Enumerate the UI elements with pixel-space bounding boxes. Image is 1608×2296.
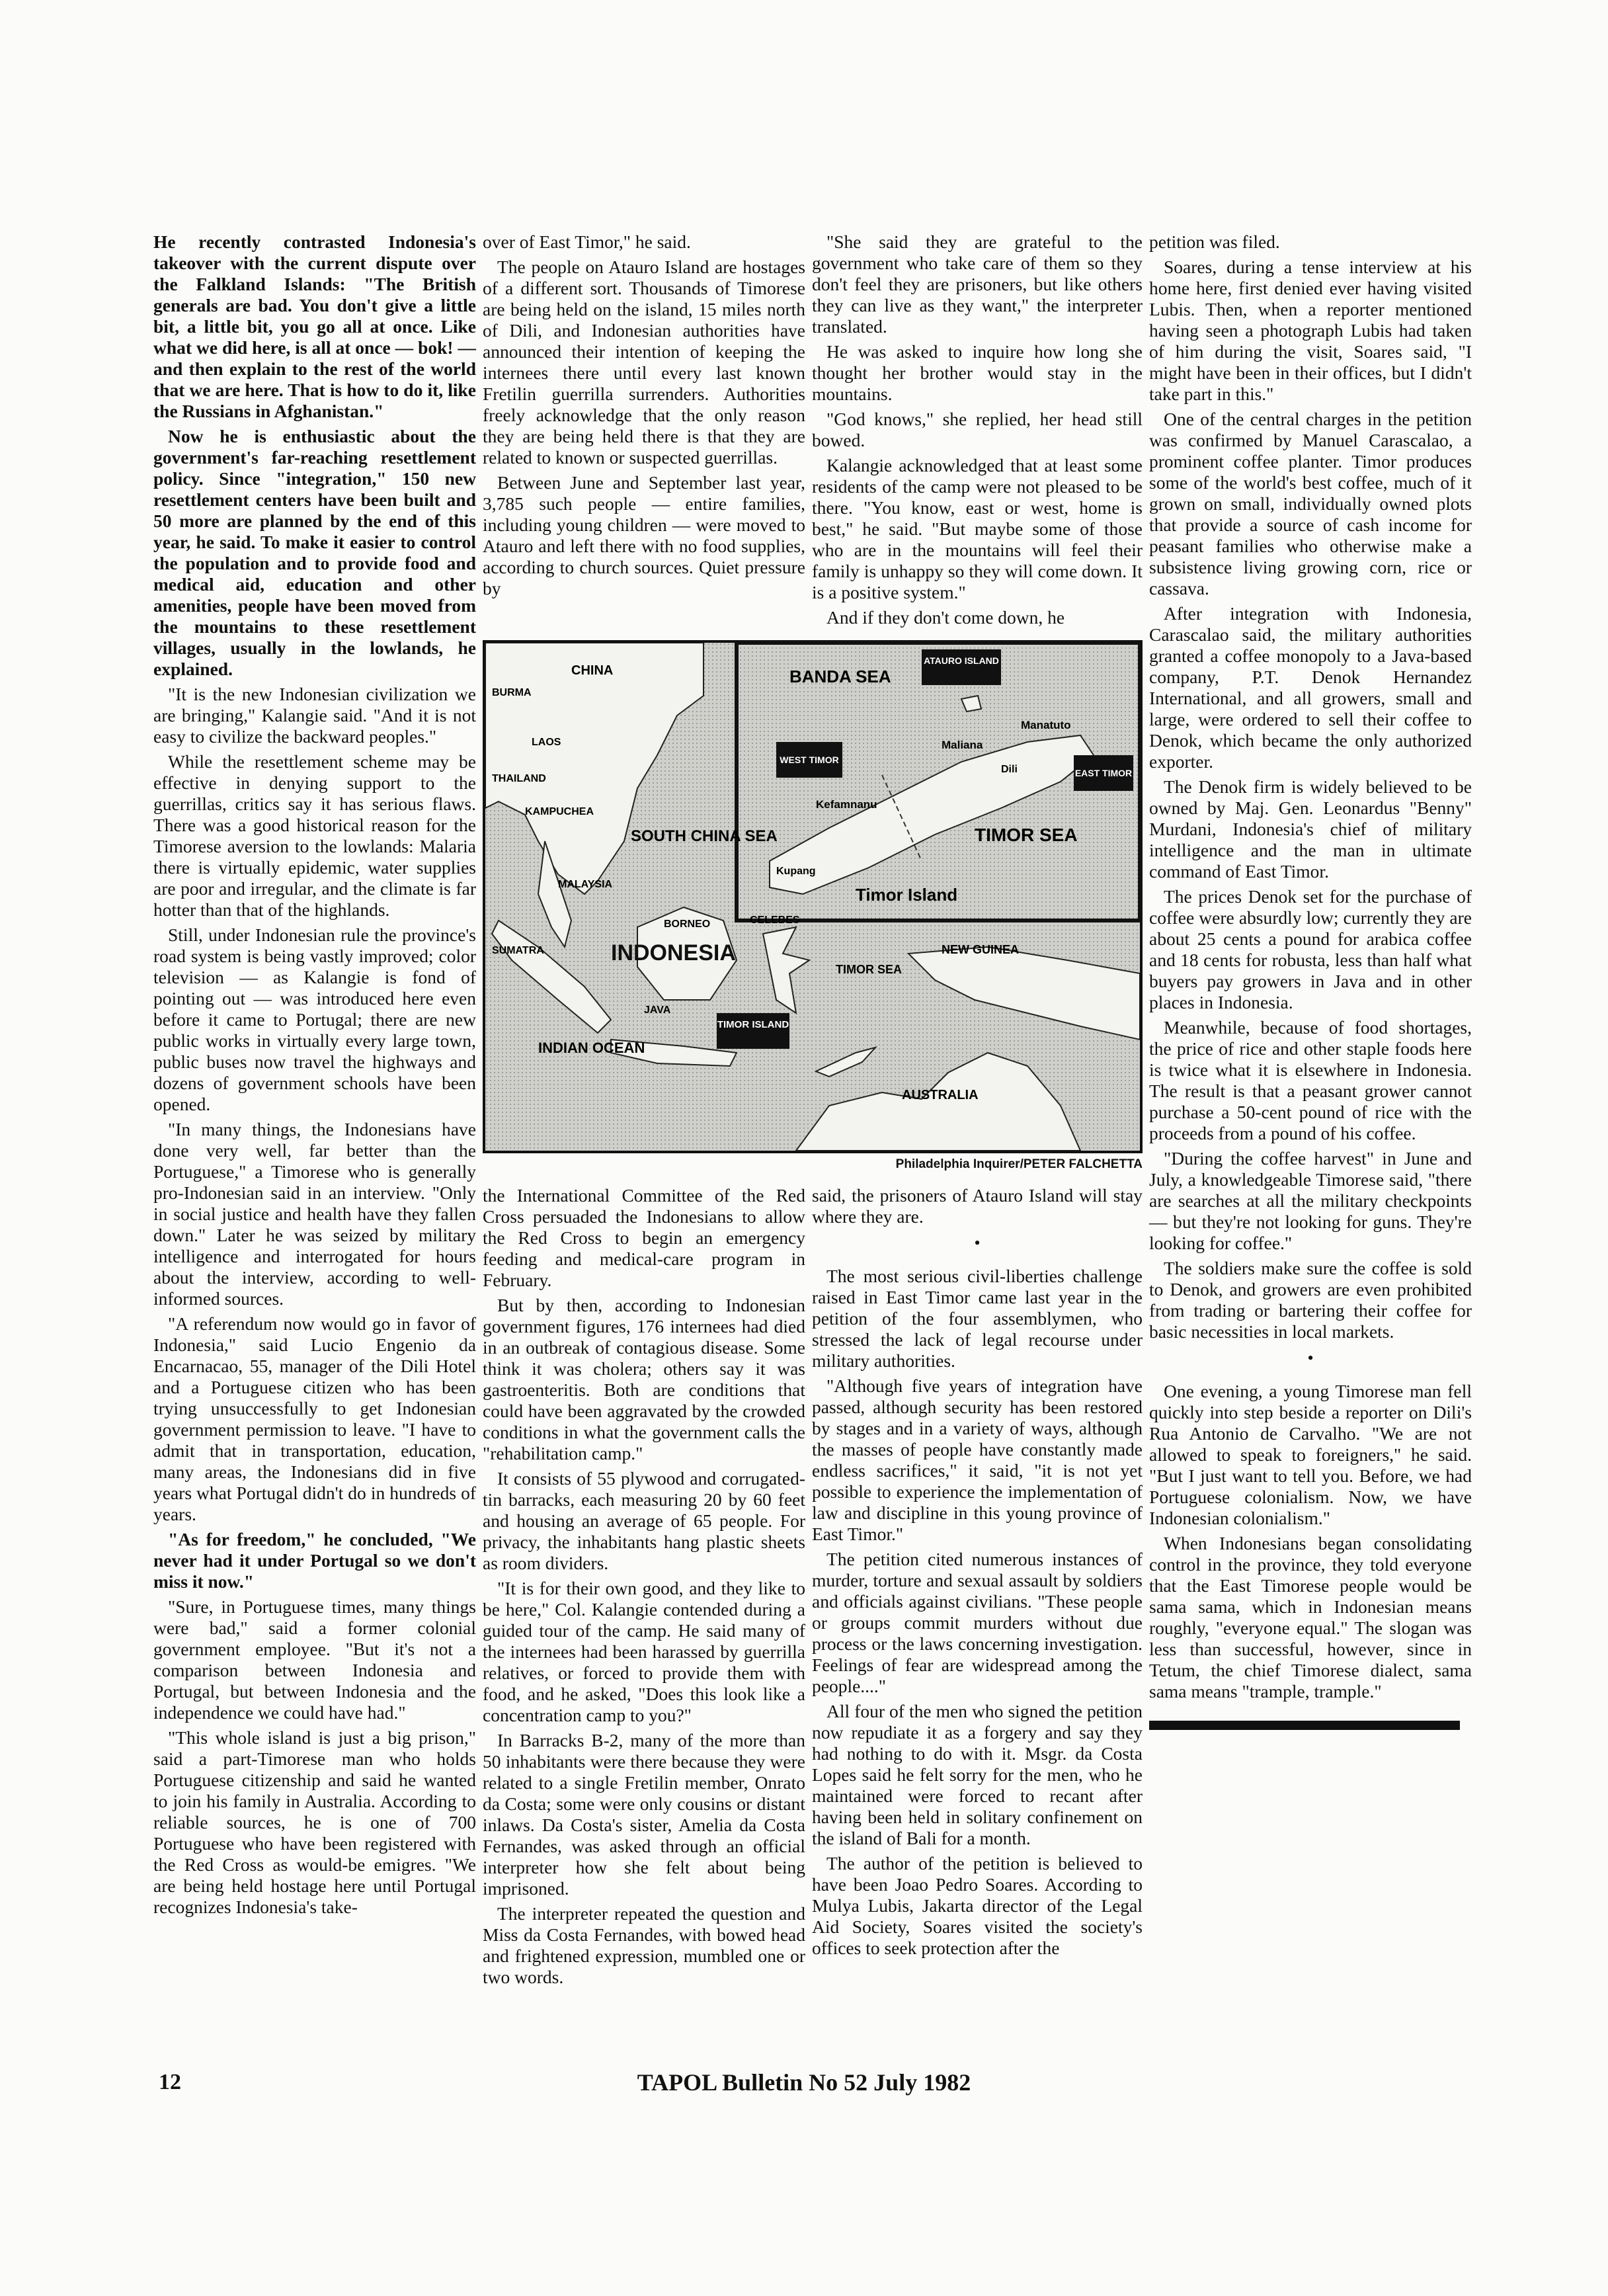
paragraph: "She said they are grateful to the government who take care of them so they don't feel they are prisoners, but like others they can live as they want," the interpreter translated. xyxy=(812,231,1143,337)
paragraph: Meanwhile, because of food shortages, the price of rice and other staple foods here is twice what it is elsewhere in Indonesia. The result is that a peasant grower cannot purchase a 50-cent pound of rice with the proceeds from a pound of his coffee. xyxy=(1149,1017,1472,1143)
column-2-bottom xyxy=(483,1185,805,1992)
map-label: Kefamnanu xyxy=(816,798,877,811)
column-2-top xyxy=(483,231,805,603)
paragraph: "This whole island is just a big prison," said a part-Timorese man who holds Portuguese citizenship and said he wanted to join his family in Australia. According to reliable sources, he is one of 700 Portuguese who have been registered with the Red Cross as would-be emigres. "We are being held hostage here until Portugal recognizes Indonesia's take- xyxy=(153,1727,476,1917)
publication-footer: TAPOL Bulletin No 52 July 1982 xyxy=(637,2069,971,2096)
map-label: CELEBES xyxy=(750,915,800,926)
map-label: TIMOR ISLAND xyxy=(717,1019,789,1030)
paragraph: "It is the new Indonesian civilization we are bringing," Kalangie said. "And it is not easy to civilize the backward peoples." xyxy=(153,684,476,747)
paragraph: The author of the petition is believed to have been Joao Pedro Soares. According to Mulya Lubis, Jakarta director of the Legal Aid Society, Soares visited the society's offices to seek protection after the xyxy=(812,1853,1143,1958)
paragraph: One evening, a young Timorese man fell quickly into step beside a reporter on Dili's Rua Antonio de Carvalho. "We are not allowed to speak to foreigners," he said. "But I just want to tell you. Before, we had Portuguese colonialism. Now, we have Indonesian colonialism." xyxy=(1149,1381,1472,1528)
map-label: NEW GUINEA xyxy=(942,943,1019,956)
paragraph: While the resettlement scheme may be effective in denying support to the guerrillas, critics say it has serious flaws. There was a good historical reason for the Timorese aversion to the lowlands: Malaria there is virtually epidemic, water supplies are poor and irregular, and the climate is far hotter than that of the highlands. xyxy=(153,751,476,920)
paragraph: The interpreter repeated the question and Miss da Costa Fernandes, with bowed head and frightened expression, mumbled one or two words. xyxy=(483,1903,805,1987)
paragraph: "It is for their own good, and they like to be here," Col. Kalangie contended during a guided tour of the camp. He said many of the internees had been harassed by guerrilla relatives, or forced to provide them with food, and he asked, "Does this look like a concentration camp to you?" xyxy=(483,1578,805,1725)
column-3-bottom xyxy=(812,1185,1143,1963)
paragraph: After integration with Indonesia, Carascalao said, the military authorities granted a coffee monopoly to a Java-based company, P.T. Denok Hernandez International, and all growers, small and large, were ordered to sell their coffee to Denok, which became the only authorized exporter. xyxy=(1149,603,1472,772)
map-label: MALAYSIA xyxy=(558,879,613,890)
map-label: SUMATRA xyxy=(492,945,544,956)
map-label: Manatuto xyxy=(1021,719,1071,731)
map-credit: Philadelphia Inquirer/PETER FALCHETTA xyxy=(895,1157,1143,1171)
paragraph: And if they don't come down, he xyxy=(826,607,1065,628)
map-label: EAST TIMOR xyxy=(1074,768,1133,778)
map-label: AUSTRALIA xyxy=(902,1088,979,1102)
map-label: Kupang xyxy=(776,866,816,877)
map-label: CHINA xyxy=(571,663,614,678)
paragraph: He was asked to inquire how long she thought her brother would stay in the mountains. xyxy=(812,341,1143,404)
map-svg xyxy=(485,643,1140,1151)
column-3-top xyxy=(812,231,1143,632)
paragraph: Kalangie acknowledged that at least some residents of the camp were not pleased to be there. "You know, east or west, home is best," he said. "But maybe some of those who are in the mountains will feel their family is unhappy so they will come down. It is a positive system." xyxy=(812,455,1143,602)
paragraph: Still, under Indonesian rule the province's road system is being vastly improved; color television — as Kalangie is fond of pointing out — was introduced here even before it came to Portugal; there are new public works in virtually every large town, public buses now travel the highways and dozens of government schools have been opened. xyxy=(153,924,476,1114)
paragraph: But by then, according to Indonesian government figures, 176 internees had died in an outbreak of contagious disease. Some think it was cholera; others say it was gastroenteritis. Both are conditions that could have been aggravated by the crowded conditions in what the government calls the "rehabilitation camp." xyxy=(483,1295,805,1463)
section-bullet: • xyxy=(974,1233,981,1252)
map-label: BURMA xyxy=(492,687,532,698)
map-label: ATAURO ISLAND xyxy=(924,655,999,666)
paragraph: The prices Denok set for the purchase of coffee were absurdly low; currently they are about 25 cents a pound for arabica coffee and 18 cents for robusta, less than half what buyers pay growers in Java and in other places in Indonesia. xyxy=(1149,886,1472,1012)
map-label: INDIAN OCEAN xyxy=(538,1040,645,1056)
paragraph: It consists of 55 plywood and corrugated-tin barracks, each measuring 20 by 60 feet and housing an average of 65 people. For privacy, the inhabitants hang plastic sheets as room dividers. xyxy=(483,1468,805,1573)
map-label: TIMOR SEA xyxy=(975,825,1078,845)
paragraph: The most serious civil-liberties challenge raised in East Timor came last year in the petition of the four assemblymen, who stressed the lack of legal recourse under military authorities. xyxy=(812,1266,1143,1371)
map-label: Maliana xyxy=(942,739,983,751)
map-label: BANDA SEA xyxy=(789,667,891,686)
paragraph: The petition cited numerous instances of murder, torture and sexual assault by soldiers and officials against civilians. "These people or groups commit murders without due process or the laws concerning investigation. Feelings of fear are widespread among the people...." xyxy=(812,1549,1143,1696)
map-figure xyxy=(483,640,1143,1153)
end-of-article-bar xyxy=(1149,1721,1460,1730)
page-number: 12 xyxy=(159,2070,181,2094)
paragraph: When Indonesians began consolidating control in the province, they told everyone that the East Timorese people would be sama sama, which in Indonesian means roughly, "everyone equal." The slogan was less than successful, however, since in Tetum, the chief Timorese dialect, sama sama means "trample, trample." xyxy=(1149,1533,1472,1702)
map-label: JAVA xyxy=(644,1004,671,1016)
paragraph: The Denok firm is widely believed to be owned by Maj. Gen. Leonardus "Benny" Murdani, Indonesia's chief of military intelligence and the man in ultimate command of East Timor. xyxy=(1149,776,1472,882)
paragraph: All four of the men who signed the petition now repudiate it as a forgery and say they had nothing to do with it. Msgr. da Costa Lopes said he felt sorry for the men, who he maintained were forced to recant after having been held in solitary confinement on the island of Bali for a month. xyxy=(812,1701,1143,1848)
map-label: INDONESIA xyxy=(611,940,736,965)
map-label: WEST TIMOR xyxy=(780,755,839,765)
paragraph: Soares, during a tense interview at his home here, first denied ever having visited Lubis. Then, when a reporter mentioned having seen a photograph Lubis had taken of him during the visit, Soares said, "I might have been in their offices, but I didn't take part in this." xyxy=(1149,257,1472,404)
map-label: KAMPUCHEA xyxy=(525,806,594,817)
paragraph: "Sure, in Portuguese times, many things were bad," said a former colonial government employee. "But it's not a comparison between Indonesia and Portugal, but between Indonesia and the independence we could have had." xyxy=(153,1596,476,1723)
paragraph: In Barracks B-2, many of the more than 50 inhabitants were there because they were related to a single Fretilin member, Onrato da Costa; some were only cousins or distant inlaws. Da Costa's sister, Amelia da Costa Fernandes, was asked through an official interpreter how she felt about being imprisoned. xyxy=(483,1730,805,1899)
paragraph: The people on Atauro Island are hostages of a different sort. Thousands of Timorese are being held on the island, 15 miles north of Dili, and Indonesian authorities have announced their intention of keeping the internees there until every last known Fretilin guerrilla surrenders. Authorities freely acknowledge that the only reason they are being held there is that they are related to known or suspected guerrillas. xyxy=(483,257,805,468)
paragraph: "In many things, the Indonesians have done very well, far better than the Portuguese," a Timorese who is generally pro-Indonesian said in an interview. "Only in social justice and health have they fallen down." Later he was seized by military intelligence and interrogated for hours about the interview, according to well-informed sources. xyxy=(153,1119,476,1309)
paragraph: "During the coffee harvest" in June and July, a knowledgeable Timorese said, "there are searches at all the military checkpoints — but they're not looking for guns. They're looking for coffee." xyxy=(1149,1148,1472,1253)
map-label: LAOS xyxy=(532,737,561,748)
column-1 xyxy=(153,231,476,1922)
paragraph: The soldiers make sure the coffee is sold to Denok, and growers are even prohibited from trading or bartering their coffee for basic necessities in local markets. xyxy=(1149,1258,1472,1342)
map-label: THAILAND xyxy=(492,773,546,784)
map-label: TIMOR SEA xyxy=(836,963,903,976)
paragraph: "Although five years of integration have passed, although security has been restored by stages and in a variety of ways, although the masses of people have constantly made endless sacrifices," it said, "it is not yet possible to experience the implementation of law and discipline in this young province of East Timor." xyxy=(812,1375,1143,1544)
map-label: Dili xyxy=(1001,764,1018,775)
section-bullet: • xyxy=(1307,1348,1314,1368)
paragraph: petition was filed. xyxy=(1149,231,1280,252)
paragraph: Now he is enthusiastic about the government's far-reaching resettlement policy. Since "integration," 150 new resettlement centers have been built and 50 more are planned by the end of this year, he said. To make it easier to control the population and to provide food and medical aid, education and other amenities, people have been moved from the mountains to these resettlement villages, usually in the lowlands, he explained. xyxy=(153,426,476,679)
paragraph: over of East Timor," he said. xyxy=(483,231,691,252)
paragraph: Between June and September last year, 3,785 such people — entire families, including young children — were moved to Atauro and left there with no food supplies, according to church sources. Quiet pressure by xyxy=(483,472,805,598)
paragraph: "A referendum now would go in favor of Indonesia," said Lucio Engenio da Encarnacao, 55, manager of the Dili Hotel and a Portuguese citizen who has been trying unsuccessfully to get Indonesian government permission to leave. "I have to admit that in transportation, education, many areas, the Indonesians did in five years what Portugal didn't do in hundreds of years. xyxy=(153,1313,476,1524)
paragraph: "God knows," she replied, her head still bowed. xyxy=(812,409,1143,450)
paragraph: One of the central charges in the petition was confirmed by Manuel Carascalao, a prominent coffee planter. Timor produces some of the world's best coffee, much of it grown on small, individually owned plots that provide a source of cash income for peasant families who otherwise make a subsistence living growing corn, rice or cassava. xyxy=(1149,409,1472,598)
paragraph: the International Committee of the Red Cross persuaded the Indonesians to allow the Red Cross to begin an emergency feeding and medical-care program in February. xyxy=(483,1185,805,1290)
map-label: Timor Island xyxy=(856,885,958,905)
paragraph: said, the prisoners of Atauro Island will stay where they are. xyxy=(812,1185,1143,1227)
column-4 xyxy=(1149,231,1472,1730)
paragraph: He recently contrasted Indonesia's takeover with the current dispute over the Falkland Islands: "The British generals are bad. You don't give a little bit, a little bit, you go all at once. Like what we did here, is all at once — bok! — and then explain to the rest of the world that we are here. That is how to do it, like the Russians in Afghanistan." xyxy=(153,231,476,421)
map-label: SOUTH CHINA SEA xyxy=(631,827,778,845)
map-label: BORNEO xyxy=(664,919,711,930)
paragraph: "As for freedom," he concluded, "We never had it under Portugal so we don't miss it now." xyxy=(153,1529,476,1592)
